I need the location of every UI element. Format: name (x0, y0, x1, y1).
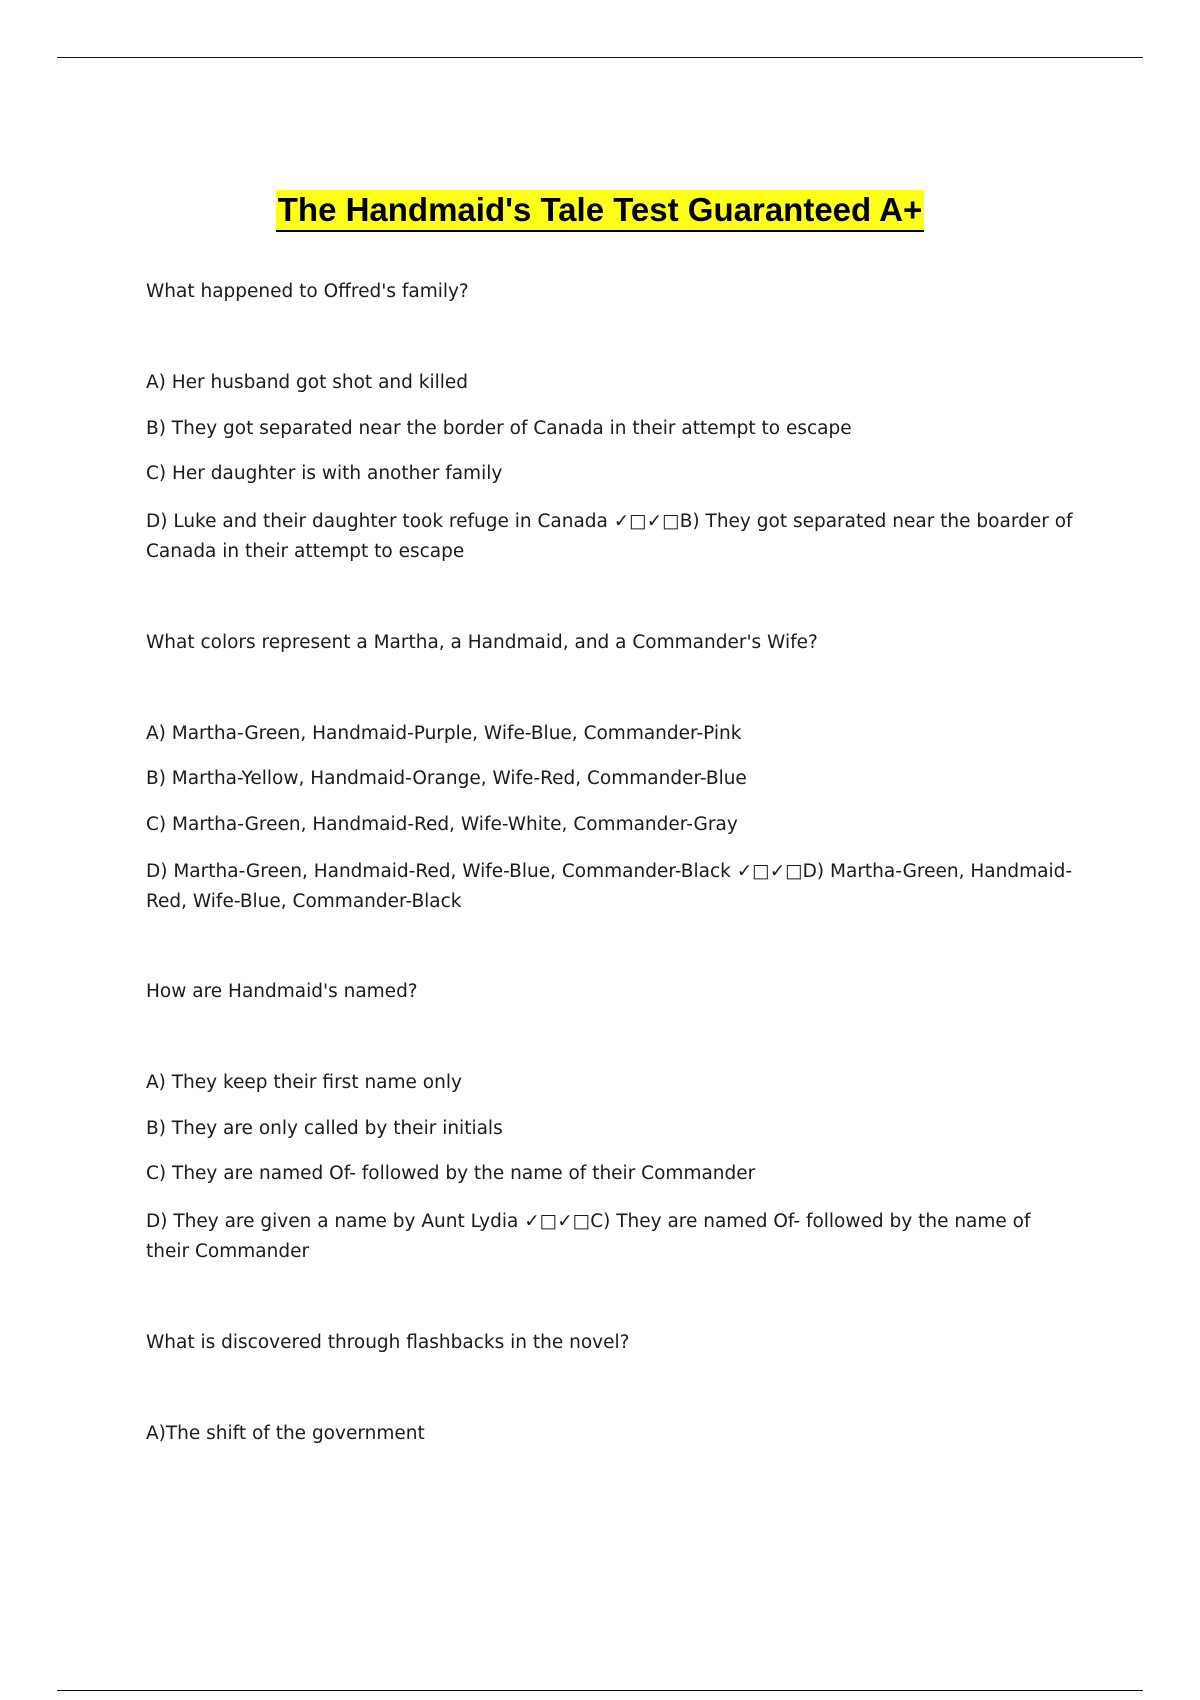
question-2-option-b: B) Martha-Yellow, Handmaid-Orange, Wife-Red, Commander-Blue (146, 768, 747, 789)
bottom-rule (57, 1690, 1143, 1691)
question-1-option-d: D) Luke and their daughter took refuge in Canada ✓□✓□B) They got separated near the boarder of Canada in their attempt to escape (146, 511, 1073, 562)
question-3-option-b: B) They are only called by their initials (146, 1118, 503, 1139)
question-4-prompt: What is discovered through flashbacks in the novel? (146, 1332, 630, 1353)
question-3-prompt: How are Handmaid's named? (146, 981, 418, 1002)
title-container (0, 190, 1200, 232)
question-4-option-a: A)The shift of the government (146, 1423, 425, 1444)
question-3-option-a: A) They keep their first name only (146, 1072, 462, 1093)
question-1-option-a: A) Her husband got shot and killed (146, 372, 469, 393)
document-title: The Handmaid's Tale Test Guaranteed A+ (276, 190, 924, 232)
question-1-option-c: C) Her daughter is with another family (146, 463, 503, 484)
question-1-option-b: B) They got separated near the border of Canada in their attempt to escape (146, 418, 852, 439)
question-2-option-c: C) Martha-Green, Handmaid-Red, Wife-White, Commander-Gray (146, 814, 738, 835)
question-2-prompt: What colors represent a Martha, a Handmaid, and a Commander's Wife? (146, 632, 818, 653)
question-2-option-d: D) Martha-Green, Handmaid-Red, Wife-Blue, Commander-Black ✓□✓□D) Martha-Green, Handmaid-Red, Wife-Blue, Commander-Black (146, 861, 1073, 912)
top-rule (57, 57, 1143, 58)
question-3-option-c: C) They are named Of- followed by the name of their Commander (146, 1163, 756, 1184)
question-2-option-a: A) Martha-Green, Handmaid-Purple, Wife-Blue, Commander-Pink (146, 723, 742, 744)
question-1-prompt: What happened to Offred's family? (146, 281, 469, 302)
question-3-option-d: D) They are given a name by Aunt Lydia ✓□✓□C) They are named Of- followed by the name of their Commander (146, 1211, 1031, 1262)
